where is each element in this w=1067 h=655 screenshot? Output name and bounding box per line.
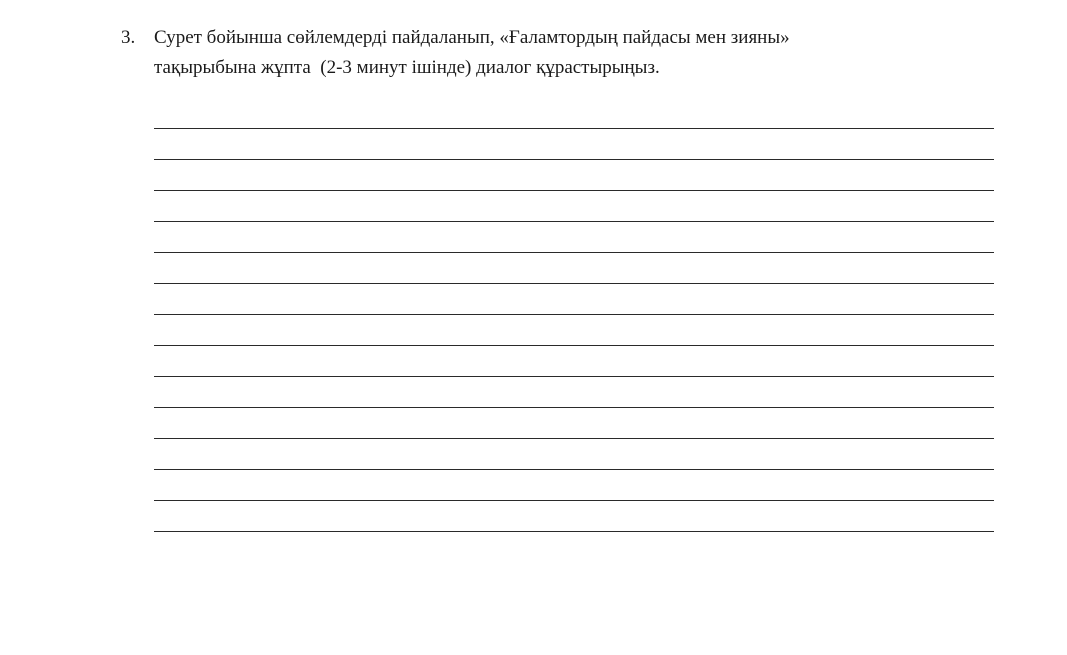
answer-line[interactable]	[154, 221, 994, 223]
answer-line[interactable]	[154, 531, 994, 533]
answer-line[interactable]	[154, 128, 994, 130]
answer-line[interactable]	[154, 438, 994, 440]
task-instruction	[154, 23, 994, 83]
task-instruction-line-1: Сурет бойынша сөйлемдерді пайдаланып, «Ғаламтордың пайдасы мен зияны»	[154, 27, 790, 48]
answer-line[interactable]	[154, 376, 994, 378]
task-number: 3.	[121, 27, 136, 48]
task-instruction-line-2: тақырыбына жұпта (2-3 минут ішінде) диалог құрастырыңыз.	[154, 57, 660, 78]
answer-line[interactable]	[154, 469, 994, 471]
answer-line[interactable]	[154, 500, 994, 502]
answer-line[interactable]	[154, 345, 994, 347]
answer-line[interactable]	[154, 314, 994, 316]
answer-line[interactable]	[154, 252, 994, 254]
answer-lines[interactable]	[154, 128, 994, 562]
answer-line[interactable]	[154, 159, 994, 161]
answer-line[interactable]	[154, 190, 994, 192]
answer-line[interactable]	[154, 407, 994, 409]
answer-line[interactable]	[154, 283, 994, 285]
